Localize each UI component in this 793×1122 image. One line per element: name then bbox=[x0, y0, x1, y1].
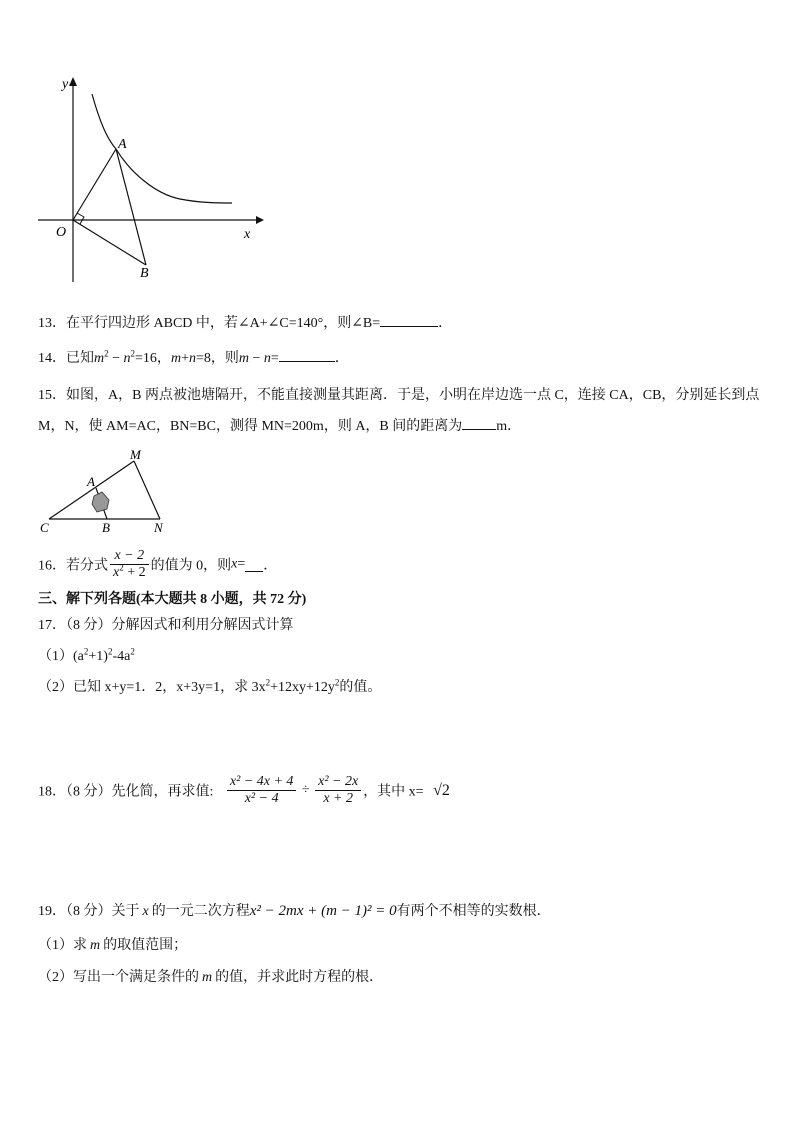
q15-answer-blank[interactable] bbox=[462, 415, 496, 430]
q19-mid: 的一元二次方程 bbox=[151, 904, 250, 919]
q14-m2: m bbox=[170, 351, 182, 366]
q16-period: ． bbox=[263, 558, 278, 574]
q19-p2-b: 的值，并求此时方程的根． bbox=[215, 970, 384, 985]
q16-denominator bbox=[110, 562, 149, 581]
q17-p1-sup3: 2 bbox=[130, 646, 135, 657]
question-13 bbox=[38, 312, 452, 332]
q19-p1-a: （1）求 bbox=[38, 938, 87, 953]
q17-p1-c: -4a bbox=[112, 649, 131, 664]
hyperbola-curve bbox=[92, 94, 232, 203]
question-19-part2 bbox=[38, 966, 383, 986]
q14-eq16: =16， bbox=[135, 351, 171, 366]
q18-value: √2 bbox=[433, 781, 450, 799]
q14-n3: n bbox=[263, 351, 271, 366]
q14-plus: + bbox=[181, 351, 189, 366]
segment-CM bbox=[49, 461, 134, 519]
label-A: A bbox=[118, 137, 127, 152]
q13-period: ． bbox=[438, 316, 453, 331]
q18-pre: 18．（8 分）先化简，再求值: bbox=[38, 784, 214, 800]
question-15-line2 bbox=[38, 415, 521, 435]
q16-answer-blank[interactable] bbox=[245, 557, 263, 572]
q16-mid: 的值为 0，则 bbox=[150, 558, 232, 574]
figure-hyperbola bbox=[30, 72, 270, 287]
q17-p1-a: （1）(a bbox=[38, 649, 84, 664]
q14-m3: m bbox=[238, 351, 249, 366]
q17-p2-a: （2）已知 x+y=1．2，x+3y=1，求 3x bbox=[38, 680, 266, 695]
right-angle-mark bbox=[77, 213, 84, 224]
q19-p1-m: m bbox=[90, 938, 101, 953]
q14-n: n bbox=[123, 351, 131, 366]
q18-divide: ÷ bbox=[301, 782, 310, 798]
question-17-part2 bbox=[38, 676, 381, 696]
q17-p1-b: +1) bbox=[88, 649, 108, 664]
question-19 bbox=[38, 900, 551, 920]
q17-p2-c: 的值。 bbox=[339, 680, 382, 695]
label-N: N bbox=[154, 520, 163, 535]
q17-p1-sup1: 2 bbox=[83, 646, 89, 657]
q14-eq: = bbox=[270, 351, 279, 366]
q19-equation: x² − 2mx + (m − 1)² = 0 bbox=[249, 903, 397, 919]
question-19-part1 bbox=[38, 934, 187, 954]
q14-period: ． bbox=[334, 351, 349, 366]
q16-den-rest: + 2 bbox=[123, 565, 146, 580]
q14-eq8: =8，则 bbox=[195, 351, 239, 366]
q17-p1-sup2: 2 bbox=[107, 646, 113, 657]
q19-p2-a: （2）写出一个满足条件的 bbox=[38, 970, 199, 985]
label-M: M bbox=[130, 447, 141, 462]
label-x: x bbox=[244, 227, 251, 242]
q17-p2-sup2: 2 bbox=[334, 677, 340, 688]
q18-f1-denominator: x² − 4 bbox=[244, 791, 279, 806]
label-B: B bbox=[140, 266, 149, 281]
label-B2: B bbox=[102, 520, 110, 535]
pond-shape bbox=[92, 492, 109, 512]
q14-minus: − bbox=[108, 351, 124, 366]
q13-text: 13．在平行四边形 ABCD 中，若∠A+∠C=140°，则∠B= bbox=[38, 316, 381, 331]
q15-unit: m． bbox=[496, 419, 522, 434]
q18-fraction-2 bbox=[315, 774, 361, 807]
x-axis-arrow bbox=[256, 216, 264, 224]
segment-OB bbox=[73, 220, 146, 265]
q18-f2-denominator: x + 2 bbox=[323, 791, 353, 806]
question-15-line1: 15．如图，A，B 两点被池塘隔开，不能直接测量其距离．于是，小明在岸边选一点 C，连接 CA，CB，分别延长到点 bbox=[38, 388, 760, 403]
section-3-heading: 三、解下列各题(本大题共 8 小题，共 72 分) bbox=[38, 592, 307, 607]
y-axis-arrow bbox=[69, 77, 77, 86]
label-y: y bbox=[62, 77, 69, 92]
q19-post: 有两个不相等的实数根． bbox=[396, 904, 551, 919]
q17-p2-sup1: 2 bbox=[265, 677, 271, 688]
label-O: O bbox=[56, 225, 67, 240]
q14-m: m bbox=[94, 351, 105, 366]
label-A2: A bbox=[87, 474, 95, 489]
q18-f2-numerator: x² − 2x bbox=[315, 774, 361, 791]
q19-p2-m: m bbox=[202, 970, 213, 985]
q14-sup2: 2 bbox=[130, 348, 136, 359]
q16-numerator: x − 2 bbox=[110, 548, 149, 565]
segment-OA bbox=[73, 149, 116, 220]
segment-AB bbox=[116, 149, 146, 265]
q15-line2-text: M，N，使 AM=AC，BN=BC，测得 MN=200m，则 A，B 间的距离为 bbox=[38, 419, 463, 434]
q14-minus2: − bbox=[249, 351, 264, 366]
q14-pre: 14．已知 bbox=[38, 351, 94, 366]
q18-post: ，其中 x= bbox=[363, 784, 424, 800]
segment-MN bbox=[134, 461, 160, 519]
q18-f1-numerator: x² − 4x + 4 bbox=[227, 774, 297, 791]
q13-answer-blank[interactable] bbox=[380, 312, 438, 327]
q19-pre: 19．（8 分）关于 bbox=[38, 904, 140, 919]
q17-p2-b: +12xy+12y bbox=[270, 680, 335, 695]
q16-den-x: x bbox=[113, 565, 120, 580]
q14-answer-blank[interactable] bbox=[279, 347, 335, 362]
question-17-title: 17．（8 分）分解因式和利用分解因式计算 bbox=[38, 618, 294, 633]
label-C: C bbox=[40, 520, 49, 535]
q19-p1-b: 的取值范围； bbox=[103, 938, 188, 953]
q16-eq: = bbox=[237, 556, 246, 572]
q16-pre: 16．若分式 bbox=[38, 558, 108, 574]
q16-x: x bbox=[231, 556, 238, 572]
q14-n2: n bbox=[188, 351, 196, 366]
q14-sup: 2 bbox=[104, 348, 109, 359]
q16-den-sup: 2 bbox=[119, 562, 124, 573]
question-18 bbox=[38, 774, 450, 807]
question-17-part1 bbox=[38, 645, 135, 665]
q19-x: x bbox=[142, 904, 149, 919]
question-14 bbox=[38, 347, 349, 367]
q16-fraction bbox=[110, 548, 149, 581]
figure-pond-triangle bbox=[36, 446, 176, 538]
q18-fraction-1 bbox=[227, 774, 297, 807]
question-16 bbox=[38, 548, 277, 581]
